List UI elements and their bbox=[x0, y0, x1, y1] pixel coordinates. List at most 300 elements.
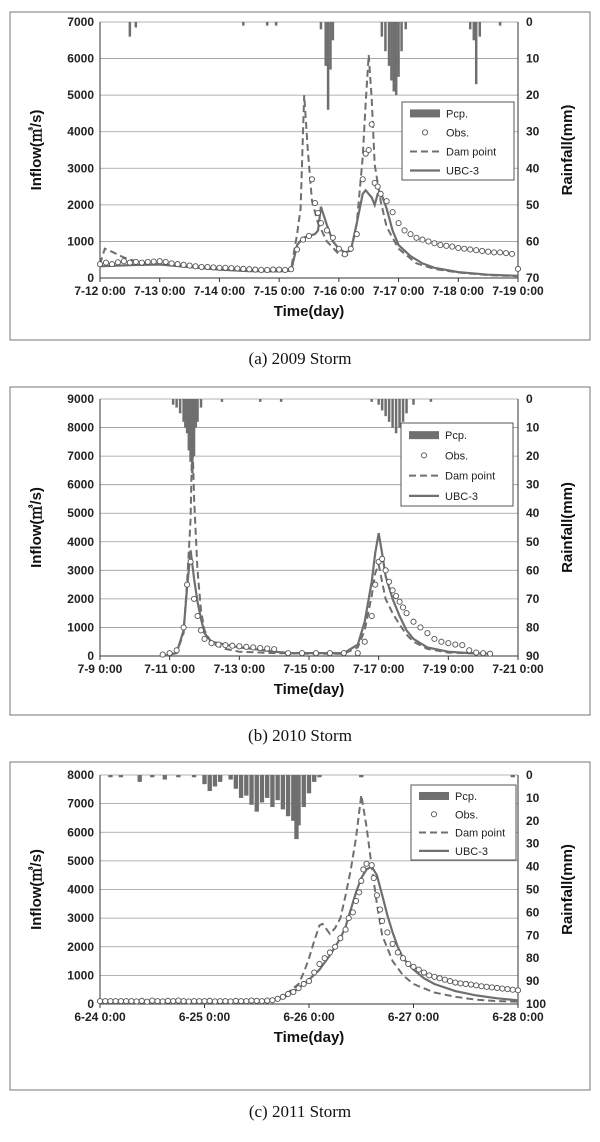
legend-label: Pcp. bbox=[445, 430, 468, 443]
x-axis-label: Time(day) bbox=[273, 303, 345, 320]
legend-swatch-pcp bbox=[409, 431, 439, 439]
obs-point bbox=[223, 265, 228, 270]
obs-point bbox=[127, 260, 132, 265]
obs-point bbox=[108, 999, 113, 1004]
y2-tick-label: 50 bbox=[526, 197, 540, 212]
obs-point bbox=[458, 981, 463, 986]
obs-point bbox=[357, 890, 362, 895]
obs-point bbox=[355, 651, 360, 656]
obs-point bbox=[360, 177, 365, 182]
obs-point bbox=[495, 985, 500, 990]
obs-point bbox=[427, 973, 432, 978]
y-tick-label: 5000 bbox=[67, 853, 94, 868]
obs-point bbox=[265, 998, 270, 1003]
obs-point bbox=[258, 645, 263, 650]
legend-swatch-pcp bbox=[419, 792, 449, 800]
x-tick-label: 7-15 0:00 bbox=[283, 662, 335, 676]
obs-point bbox=[404, 611, 409, 616]
rainfall-bar bbox=[275, 775, 279, 800]
obs-point bbox=[450, 244, 455, 249]
obs-point bbox=[366, 147, 371, 152]
rainfall-bar bbox=[307, 775, 311, 793]
rainfall-bar bbox=[218, 775, 222, 782]
obs-point bbox=[312, 970, 317, 975]
legend-label: UBC-3 bbox=[446, 165, 480, 178]
obs-point bbox=[134, 999, 139, 1004]
obs-point bbox=[416, 967, 421, 972]
rainfall-bar bbox=[176, 775, 180, 777]
obs-point bbox=[453, 642, 458, 647]
rainfall-bar bbox=[400, 22, 403, 51]
obs-point bbox=[460, 643, 465, 648]
obs-point bbox=[205, 264, 210, 269]
obs-point bbox=[327, 651, 332, 656]
rainfall-bar bbox=[234, 775, 238, 789]
obs-point bbox=[369, 863, 374, 868]
rainfall-bar bbox=[412, 399, 415, 405]
legend-label: Obs. bbox=[455, 809, 479, 822]
obs-point bbox=[198, 628, 203, 633]
obs-point bbox=[209, 641, 214, 646]
rainfall-bar bbox=[398, 399, 401, 428]
obs-point bbox=[393, 593, 398, 598]
rainfall-bar bbox=[270, 775, 274, 807]
obs-point bbox=[300, 237, 305, 242]
obs-point bbox=[437, 976, 442, 981]
obs-point bbox=[377, 907, 382, 912]
obs-point bbox=[184, 582, 189, 587]
rainfall-bar bbox=[377, 399, 380, 405]
obs-point bbox=[121, 259, 126, 264]
obs-point bbox=[167, 651, 172, 656]
obs-point bbox=[97, 999, 102, 1004]
y-tick-label: 2000 bbox=[67, 197, 94, 212]
chart-panel-1 bbox=[10, 12, 590, 368]
obs-point bbox=[165, 998, 170, 1003]
rainfall-bar bbox=[239, 775, 243, 798]
y2-tick-label: 100 bbox=[526, 997, 547, 1011]
obs-point bbox=[453, 980, 458, 985]
y2-axis-label: Rainfall(mm) bbox=[559, 844, 576, 935]
obs-point bbox=[199, 264, 204, 269]
obs-point bbox=[312, 200, 317, 205]
rainfall-bar bbox=[317, 775, 321, 777]
obs-point bbox=[139, 260, 144, 265]
obs-point bbox=[181, 999, 186, 1004]
chart-panel-3 bbox=[10, 762, 590, 1121]
obs-point bbox=[390, 941, 395, 946]
obs-point bbox=[113, 999, 118, 1004]
rainfall-bar bbox=[259, 399, 262, 402]
obs-point bbox=[505, 987, 510, 992]
obs-point bbox=[211, 265, 216, 270]
obs-point bbox=[103, 999, 108, 1004]
obs-point bbox=[197, 999, 202, 1004]
obs-point bbox=[294, 247, 299, 252]
rainfall-bar bbox=[312, 775, 316, 782]
y2-tick-label: 50 bbox=[526, 882, 540, 897]
obs-point bbox=[217, 265, 222, 270]
obs-point bbox=[249, 998, 254, 1003]
rainfall-bar bbox=[359, 775, 363, 777]
obs-point bbox=[456, 245, 461, 250]
obs-point bbox=[474, 983, 479, 988]
rainfall-bar bbox=[329, 22, 332, 70]
rainfall-bar bbox=[388, 22, 391, 66]
rainfall-bar bbox=[108, 775, 112, 777]
obs-point bbox=[341, 651, 346, 656]
y2-axis-label: Rainfall(mm) bbox=[559, 482, 576, 573]
legend bbox=[411, 785, 516, 860]
figure-caption: (a) 2009 Storm bbox=[248, 349, 352, 368]
obs-point bbox=[163, 259, 168, 264]
obs-point bbox=[479, 984, 484, 989]
obs-point bbox=[228, 999, 233, 1004]
x-tick-label: 7-13 0:00 bbox=[213, 662, 266, 676]
obs-point bbox=[247, 267, 252, 272]
obs-point bbox=[103, 260, 108, 265]
obs-point bbox=[216, 642, 221, 647]
y-tick-label: 1000 bbox=[67, 968, 94, 983]
y2-tick-label: 30 bbox=[526, 477, 540, 492]
obs-point bbox=[342, 252, 347, 257]
obs-point bbox=[373, 582, 378, 587]
obs-point bbox=[390, 588, 395, 593]
rainfall-bar bbox=[479, 22, 482, 37]
obs-point bbox=[444, 243, 449, 248]
rainfall-bar bbox=[221, 399, 224, 402]
obs-point bbox=[374, 893, 379, 898]
rainfall-bar bbox=[255, 775, 259, 812]
obs-point bbox=[133, 259, 138, 264]
obs-point bbox=[343, 927, 348, 932]
obs-point bbox=[174, 648, 179, 653]
y-axis-label: Inflow(㎥/s) bbox=[28, 849, 45, 930]
obs-point bbox=[467, 648, 472, 653]
y-tick-label: 3000 bbox=[67, 911, 94, 926]
obs-point bbox=[218, 999, 223, 1004]
rainfall-bar bbox=[384, 22, 387, 51]
rainfall-bar bbox=[327, 22, 330, 110]
legend-label: Dam point bbox=[455, 827, 506, 840]
obs-point bbox=[223, 999, 228, 1004]
obs-point bbox=[306, 979, 311, 984]
obs-point bbox=[191, 596, 196, 601]
obs-point bbox=[253, 267, 258, 272]
rainfall-bar bbox=[242, 22, 245, 26]
obs-point bbox=[408, 232, 413, 237]
obs-point bbox=[324, 228, 329, 233]
y2-tick-label: 70 bbox=[526, 271, 540, 285]
obs-point bbox=[291, 989, 296, 994]
ubc3-line bbox=[163, 533, 490, 656]
obs-point bbox=[411, 619, 416, 624]
obs-point bbox=[474, 248, 479, 253]
y2-tick-label: 30 bbox=[526, 124, 540, 139]
rainfall-bar bbox=[381, 399, 384, 410]
y2-tick-label: 0 bbox=[526, 392, 533, 406]
y2-tick-label: 90 bbox=[526, 974, 540, 989]
obs-point bbox=[375, 184, 380, 189]
y2-tick-label: 50 bbox=[526, 534, 540, 549]
obs-point bbox=[362, 639, 367, 644]
rainfall-bar bbox=[469, 22, 472, 29]
legend-swatch-pcp bbox=[410, 109, 440, 117]
obs-point bbox=[223, 643, 228, 648]
obs-point bbox=[286, 651, 291, 656]
y2-tick-label: 30 bbox=[526, 836, 540, 851]
y2-tick-label: 20 bbox=[526, 813, 540, 828]
obs-point bbox=[254, 998, 259, 1003]
figure-caption: (b) 2010 Storm bbox=[248, 726, 352, 745]
rainfall-bar bbox=[332, 22, 335, 40]
obs-point bbox=[144, 999, 149, 1004]
rainfall-bar bbox=[196, 399, 199, 422]
y-tick-label: 3000 bbox=[67, 161, 94, 176]
rainfall-bar bbox=[260, 775, 264, 802]
obs-point bbox=[251, 645, 256, 650]
obs-point bbox=[169, 261, 174, 266]
obs-point bbox=[115, 260, 120, 265]
obs-point bbox=[286, 991, 291, 996]
obs-point bbox=[414, 235, 419, 240]
rainfall-bar bbox=[390, 22, 393, 81]
obs-point bbox=[129, 999, 134, 1004]
obs-point bbox=[272, 647, 277, 652]
x-tick-label: 7-11 0:00 bbox=[144, 662, 196, 676]
obs-point bbox=[188, 559, 193, 564]
y-axis-label: Inflow(㎥/s) bbox=[28, 487, 45, 568]
rainfall-bar bbox=[404, 22, 407, 29]
obs-point bbox=[207, 998, 212, 1003]
rainfall-bar bbox=[244, 775, 248, 796]
y2-tick-label: 20 bbox=[526, 449, 540, 464]
obs-point bbox=[468, 982, 473, 987]
obs-point bbox=[301, 981, 306, 986]
y-tick-label: 9000 bbox=[67, 392, 94, 406]
obs-point bbox=[354, 232, 359, 237]
obs-point bbox=[306, 233, 311, 238]
rainfall-bar bbox=[370, 399, 373, 402]
rainfall-bar bbox=[280, 399, 283, 402]
obs-point bbox=[468, 247, 473, 252]
y2-tick-label: 40 bbox=[526, 161, 540, 176]
legend-swatch-obs bbox=[422, 130, 427, 135]
y-tick-label: 7000 bbox=[67, 15, 94, 29]
y-tick-label: 2000 bbox=[67, 591, 94, 606]
y2-tick-label: 0 bbox=[526, 15, 533, 29]
obs-point bbox=[280, 994, 285, 999]
obs-point bbox=[313, 651, 318, 656]
obs-point bbox=[497, 250, 502, 255]
obs-point bbox=[271, 267, 276, 272]
obs-point bbox=[484, 984, 489, 989]
rainfall-bar bbox=[296, 775, 300, 825]
legend-label: UBC-3 bbox=[445, 490, 479, 503]
obs-point bbox=[244, 644, 249, 649]
obs-point bbox=[442, 977, 447, 982]
obs-point bbox=[348, 246, 353, 251]
legend-label: Dam point bbox=[445, 470, 496, 483]
y-tick-label: 4000 bbox=[67, 124, 94, 139]
rainfall-bar bbox=[266, 22, 269, 26]
obs-point bbox=[447, 979, 452, 984]
x-tick-label: 7-13 0:00 bbox=[134, 284, 186, 298]
obs-point bbox=[426, 239, 431, 244]
rainfall-bar bbox=[192, 775, 196, 777]
x-tick-label: 7-16 0:00 bbox=[313, 284, 365, 298]
legend-label: Dam point bbox=[446, 146, 497, 159]
x-axis-label: Time(day) bbox=[273, 1029, 345, 1046]
obs-point bbox=[509, 251, 514, 256]
obs-point bbox=[353, 898, 358, 903]
y-tick-label: 8000 bbox=[67, 768, 94, 782]
y2-axis-label: Rainfall(mm) bbox=[559, 104, 576, 196]
y2-tick-label: 60 bbox=[526, 234, 540, 249]
chart-panel-2 bbox=[10, 387, 590, 745]
obs-point bbox=[338, 936, 343, 941]
legend-swatch-obs bbox=[421, 453, 426, 458]
x-tick-label: 7-15 0:00 bbox=[253, 284, 305, 298]
y2-tick-label: 60 bbox=[526, 905, 540, 920]
obs-point bbox=[270, 998, 275, 1003]
obs-point bbox=[336, 246, 341, 251]
rainfall-bar bbox=[135, 22, 138, 27]
rainfall-bar bbox=[150, 775, 154, 777]
obs-point bbox=[432, 241, 437, 246]
rainfall-bar bbox=[499, 22, 502, 26]
obs-point bbox=[420, 237, 425, 242]
x-tick-label: 6-26 0:00 bbox=[283, 1010, 335, 1024]
obs-point bbox=[421, 970, 426, 975]
obs-point bbox=[322, 956, 327, 961]
rainfall-bar bbox=[302, 775, 306, 807]
y2-tick-label: 20 bbox=[526, 88, 540, 103]
obs-point bbox=[229, 266, 234, 271]
obs-point bbox=[275, 996, 280, 1001]
obs-point bbox=[139, 998, 144, 1003]
legend-label: Obs. bbox=[446, 127, 470, 140]
obs-point bbox=[237, 644, 242, 649]
obs-point bbox=[462, 246, 467, 251]
rainfall-bar bbox=[324, 22, 327, 66]
rainfall-bar bbox=[384, 399, 387, 416]
y-tick-label: 5000 bbox=[67, 506, 94, 521]
y-tick-label: 1000 bbox=[67, 234, 94, 249]
y-tick-label: 6000 bbox=[67, 477, 94, 492]
rainfall-bar bbox=[281, 775, 285, 809]
obs-point bbox=[361, 867, 366, 872]
obs-point bbox=[369, 122, 374, 127]
obs-point bbox=[463, 981, 468, 986]
obs-point bbox=[186, 999, 191, 1004]
figure-caption: (c) 2011 Storm bbox=[248, 1102, 352, 1121]
x-tick-label: 7-12 0:00 bbox=[74, 284, 126, 298]
obs-point bbox=[109, 262, 114, 267]
obs-point bbox=[359, 878, 364, 883]
obs-point bbox=[288, 267, 293, 272]
obs-point bbox=[330, 235, 335, 240]
obs-point bbox=[438, 242, 443, 247]
rainfall-bar bbox=[228, 775, 232, 780]
x-tick-label: 6-25 0:00 bbox=[178, 1010, 231, 1024]
obs-point bbox=[510, 987, 515, 992]
obs-point bbox=[124, 999, 129, 1004]
y-tick-label: 0 bbox=[87, 271, 94, 285]
y-tick-label: 7000 bbox=[67, 449, 94, 464]
obs-point bbox=[480, 248, 485, 253]
rainfall-bar bbox=[163, 775, 167, 780]
rainfall-bar bbox=[286, 775, 290, 816]
y-tick-label: 6000 bbox=[67, 51, 94, 66]
obs-point bbox=[176, 998, 181, 1003]
y-tick-label: 1000 bbox=[67, 620, 94, 635]
legend bbox=[402, 102, 514, 180]
legend-label: Pcp. bbox=[455, 790, 478, 803]
y2-tick-label: 70 bbox=[526, 591, 540, 606]
y-tick-label: 0 bbox=[87, 997, 94, 1011]
legend bbox=[401, 423, 513, 506]
obs-point bbox=[202, 999, 207, 1004]
rainfall-bar bbox=[430, 399, 433, 402]
x-tick-label: 7-17 0:00 bbox=[352, 662, 405, 676]
obs-point bbox=[350, 910, 355, 915]
y-tick-label: 0 bbox=[87, 649, 94, 663]
y2-tick-label: 10 bbox=[526, 420, 540, 435]
rainfall-bar bbox=[381, 22, 384, 37]
obs-point bbox=[378, 191, 383, 196]
rainfall-bar bbox=[473, 22, 476, 40]
obs-point bbox=[265, 646, 270, 651]
obs-point bbox=[181, 625, 186, 630]
obs-point bbox=[481, 651, 486, 656]
obs-point bbox=[327, 950, 332, 955]
rainfall-bar bbox=[391, 399, 394, 428]
x-tick-label: 7-18 0:00 bbox=[432, 284, 484, 298]
y-tick-label: 3000 bbox=[67, 563, 94, 578]
y2-tick-label: 60 bbox=[526, 563, 540, 578]
obs-point bbox=[145, 259, 150, 264]
y2-tick-label: 70 bbox=[526, 928, 540, 943]
obs-point bbox=[385, 930, 390, 935]
obs-point bbox=[380, 918, 385, 923]
obs-point bbox=[346, 916, 351, 921]
y-tick-label: 4000 bbox=[67, 534, 94, 549]
y-tick-label: 4000 bbox=[67, 882, 94, 897]
y2-tick-label: 10 bbox=[526, 790, 540, 805]
legend-label: UBC-3 bbox=[455, 845, 489, 858]
obs-point bbox=[175, 262, 180, 267]
obs-point bbox=[299, 651, 304, 656]
obs-point bbox=[238, 999, 243, 1004]
obs-point bbox=[488, 651, 493, 656]
obs-point bbox=[364, 861, 369, 866]
obs-point bbox=[390, 210, 395, 215]
obs-point bbox=[396, 221, 401, 226]
obs-point bbox=[432, 974, 437, 979]
obs-point bbox=[315, 210, 320, 215]
y-tick-label: 5000 bbox=[67, 88, 94, 103]
x-tick-label: 7-14 0:00 bbox=[193, 284, 246, 298]
obs-point bbox=[151, 259, 156, 264]
rainfall-bar bbox=[129, 22, 132, 37]
rainfall-bar bbox=[208, 775, 212, 791]
rainfall-bar bbox=[265, 775, 269, 798]
obs-point bbox=[371, 875, 376, 880]
rainfall-bar bbox=[275, 22, 278, 26]
rainfall-bar bbox=[119, 775, 123, 777]
rainfall-bar bbox=[393, 22, 396, 91]
